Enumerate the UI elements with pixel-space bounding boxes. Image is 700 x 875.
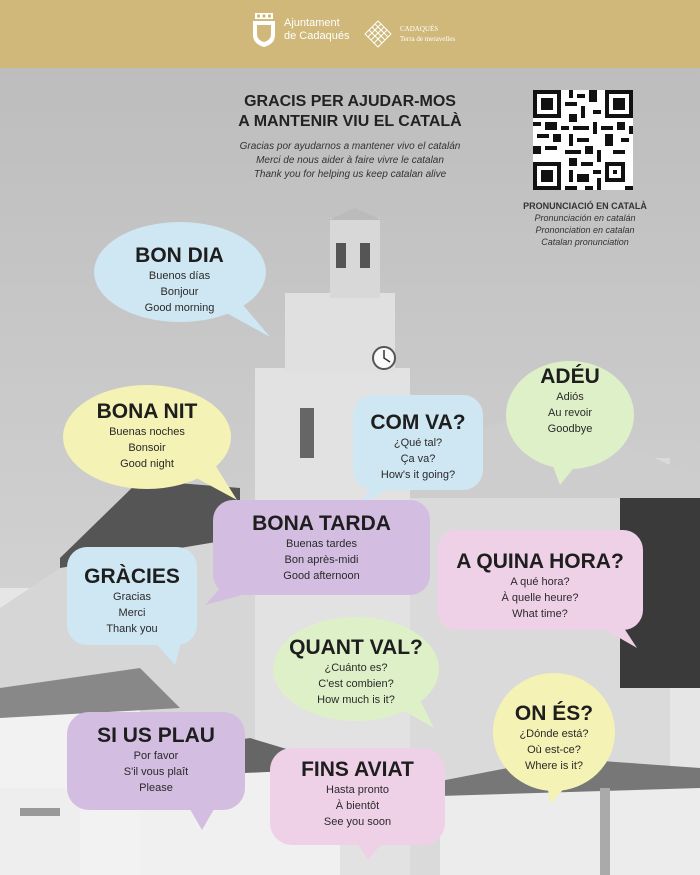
phrase-french: Bonjour xyxy=(160,286,199,298)
headline-line1: GRACIS PER AJUDAR-MOS xyxy=(244,93,456,110)
phrase-english: Please xyxy=(139,782,173,794)
brand-name: CADAQUÉS xyxy=(400,25,439,33)
phrase-spanish: Hasta pronto xyxy=(326,784,389,796)
phrase-catalan: ADÉU xyxy=(540,365,600,388)
phrase-catalan: FINS AVIAT xyxy=(301,758,414,781)
pronunciation-en: Catalan pronunciation xyxy=(541,237,629,247)
phrase-spanish: Gracias xyxy=(113,591,151,603)
phrase-french: C'est combien? xyxy=(318,678,394,690)
phrase-english: What time? xyxy=(512,608,568,620)
translated-subtitle xyxy=(200,140,500,182)
bubble-adeu xyxy=(505,360,635,485)
subtitle-en: Thank you for helping us keep catalan alive xyxy=(253,169,447,180)
phrase-english: Where is it? xyxy=(524,760,584,772)
phrase-catalan: BON DIA xyxy=(135,244,224,267)
headline-line2: A MANTENIR VIU EL CATALÀ xyxy=(238,113,462,130)
brand-emblem-icon xyxy=(364,20,392,48)
pronunciation-caption xyxy=(510,200,660,248)
bubble-bona-tarda xyxy=(213,500,430,600)
bubble-gracies xyxy=(67,547,197,662)
headline xyxy=(200,92,500,132)
coat-of-arms-icon xyxy=(252,13,276,47)
brand-tagline: Terra de meravelles xyxy=(400,35,456,43)
phrase-catalan: COM VA? xyxy=(370,411,466,434)
phrase-spanish: Buenas tardes xyxy=(286,538,357,550)
cadaques-brand-logo xyxy=(364,20,455,48)
bubble-quant-val xyxy=(272,616,440,731)
phrase-spanish: ¿Qué tal? xyxy=(393,437,443,449)
ajuntament-logo xyxy=(252,13,349,47)
phrase-english: Good afternoon xyxy=(283,570,360,582)
phrase-english: How's it going? xyxy=(380,469,456,481)
pronunciation-es: Pronunciación en catalán xyxy=(534,213,636,223)
org-name-line2: de Cadaqués xyxy=(284,30,350,42)
phrase-catalan: GRÀCIES xyxy=(84,565,180,588)
subtitle-fr: Merci de nous aider à faire vivre le catalan xyxy=(256,155,444,166)
phrase-french: Bonsoir xyxy=(128,442,166,454)
pronunciation-fr: Prononciation en catalan xyxy=(535,225,635,235)
bubble-com-va xyxy=(353,395,483,500)
phrase-french: Où est-ce? xyxy=(527,744,581,756)
phrase-english: Goodbye xyxy=(547,423,593,435)
phrase-french: Merci xyxy=(118,607,146,619)
phrase-french: Au revoir xyxy=(547,407,593,419)
phrase-english: See you soon xyxy=(323,816,392,828)
phrase-english: Thank you xyxy=(106,623,158,635)
phrase-spanish: ¿Dónde está? xyxy=(519,728,589,740)
phrase-english: Good night xyxy=(120,458,174,470)
phrase-spanish: ¿Cuánto es? xyxy=(324,662,388,674)
phrase-english: Good morning xyxy=(144,302,215,314)
bubble-on-es xyxy=(492,672,616,802)
phrase-french: Ça va? xyxy=(400,453,436,465)
pronunciation-title: PRONUNCIACIÓ EN CATALÀ xyxy=(523,201,647,211)
phrase-english: How much is it? xyxy=(317,694,395,706)
phrase-spanish: A qué hora? xyxy=(510,576,570,588)
phrase-french: Bon après-midi xyxy=(284,554,359,566)
phrase-spanish: Buenos días xyxy=(148,270,211,282)
phrase-spanish: Adiós xyxy=(556,391,584,403)
phrase-french: S'il vous plaît xyxy=(123,766,189,778)
phrase-spanish: Buenas noches xyxy=(109,426,185,438)
phrase-catalan: A QUINA HORA? xyxy=(456,550,624,573)
bubble-si-us-plau xyxy=(67,712,245,827)
header-bar xyxy=(0,0,700,68)
pronunciation-qr-code[interactable] xyxy=(533,90,633,190)
bubble-fins-aviat xyxy=(270,748,445,858)
phrase-french: À bientôt xyxy=(335,800,380,812)
phrase-catalan: SI US PLAU xyxy=(97,724,215,747)
phrase-catalan: BONA NIT xyxy=(96,400,198,423)
bubble-bona-nit xyxy=(62,385,232,505)
phrase-french: À quelle heure? xyxy=(501,592,579,604)
bubble-a-quina-hora xyxy=(437,530,643,645)
subtitle-es: Gracias por ayudarnos a mantener vivo el catalán xyxy=(239,141,461,152)
phrase-catalan: BONA TARDA xyxy=(252,512,391,535)
bubble-bon-dia xyxy=(92,220,267,335)
phrase-catalan: ON ÉS? xyxy=(514,702,594,725)
phrase-catalan: QUANT VAL? xyxy=(289,636,423,659)
org-name-line1: Ajuntament xyxy=(284,17,340,29)
phrase-spanish: Por favor xyxy=(133,750,179,762)
